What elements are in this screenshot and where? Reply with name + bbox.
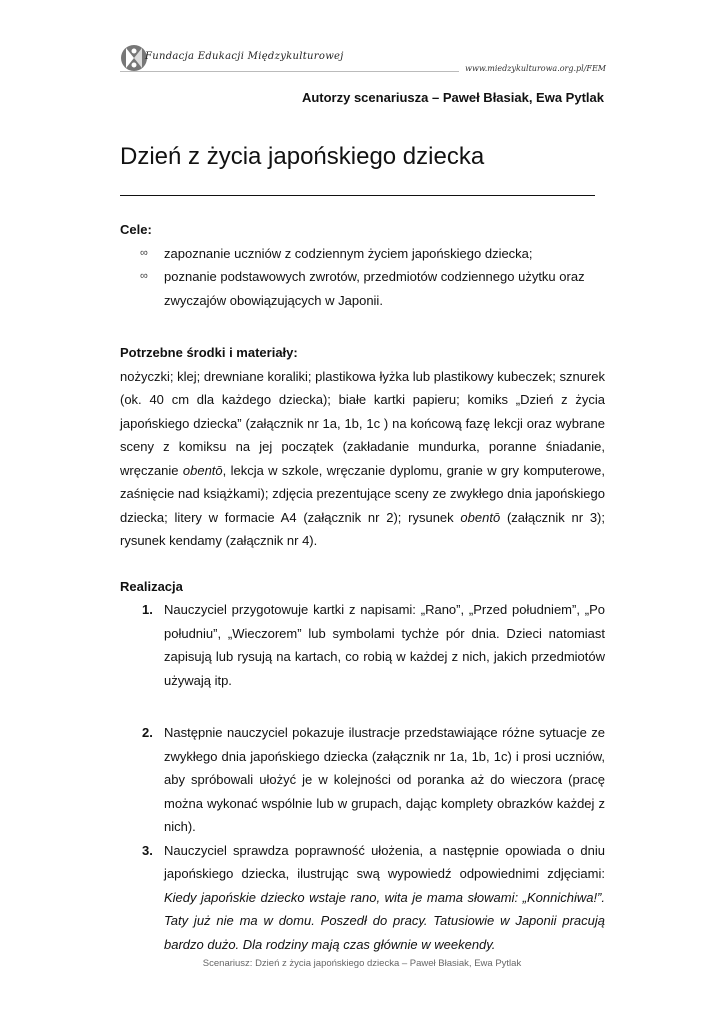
materials-text: nożyczki; klej; drewniane koraliki; plastikowa łyżka lub plastikowy kubeczek; sznurek (ok. 40 cm dla każdego dziecka); białe kartki papieru; komiks „Dzień z życia japońskiego dziecka” (załącznik nr 1a, 1b, 1c ) na końcową fazę lekcji oraz wybrane sceny z komiksu na jej początek (zakładanie mundurka, poranne śniadanie, wręczanie obentō, lekcja w szkole, wręczanie dyplomu, granie w gry komputerowe, zaśnięcie nad książkami); zdjęcia prezentujące sceny ze zwykłego dnia japońskiego dziecka; litery w formacie A4 (załącznik nr 2); rysunek obentō (załącznik nr 3); rysunek kendamy (załącznik nr 4). (120, 368, 605, 548)
list-item (120, 839, 605, 957)
title-underline (120, 195, 595, 196)
realization-steps (120, 598, 605, 956)
list-item (120, 598, 605, 692)
step-text: Nauczyciel przygotowuje kartki z napisami: „Rano”, „Przed południem”, „Po południu”, „Wieczorem” lub symbolami tychże pór dnia. Dzieci natomiast zapisują lub rysują na kartach, co robią w każdej z nich, jakich przedmiotów używają itp. (164, 602, 605, 688)
step-text: Następnie nauczyciel pokazuje ilustracje przedstawiające różne sytuacje ze zwykłego dnia japońskiego dziecka (załącznik nr 1a, 1b, 1c) i prosi uczniów, aby spróbowali ułożyć je w kolejności od poranka aż do wieczora (pracę można wykonać wspólnie lub w grupach, dając komplety obrazków każdej z nich). (164, 725, 605, 834)
goal-text: zapoznanie uczniów z codziennym życiem japońskiego dziecka; (164, 245, 533, 261)
organization-url[interactable]: www.miedzykulturowa.org.pl/FEM (459, 64, 606, 73)
infinity-bullet-icon: ∞ (140, 270, 148, 282)
realization-heading: Realizacja (120, 578, 183, 594)
list-item (120, 242, 605, 266)
document-body (120, 218, 605, 956)
infinity-bullet-icon: ∞ (140, 246, 148, 259)
list-item (120, 721, 605, 839)
materials-heading: Potrzebne środki i materiały: (120, 345, 298, 360)
goal-text: poznanie podstawowych zwrotów, przedmiotów codziennego użytku oraz zwyczajów obowiązujących w Japonii. (164, 269, 585, 308)
step-quote: Kiedy japońskie dziecko wstaje rano, wita je mama słowami: „Konnichiwa!”. Taty już nie ma w domu. Poszedł do pracy. Tatusiowie w Japonii pracują bardzo dużo. Dla rodziny mają czas głównie w weekendy. (164, 889, 605, 952)
goals-heading: Cele: (120, 222, 152, 237)
step-text: Nauczyciel sprawdza poprawność ułożenia, a następnie opowiada o dniu japońskiego dziecka, ilustrując swą wypowiedź odpowiednimi zdjęciami: (164, 842, 605, 881)
page-footer: Scenariusz: Dzień z życia japońskiego dziecka – Paweł Błasiak, Ewa Pytlak (202, 958, 522, 969)
authors-line: Autorzy scenariusza – Paweł Błasiak, Ewa Pytlak (301, 90, 604, 105)
page-title: Dzień z życia japońskiego dziecka (120, 143, 485, 170)
step-number: 2. (142, 725, 153, 740)
list-item (120, 265, 605, 312)
organization-name: Fundacja Edukacji Międzykulturowej (145, 51, 344, 62)
step-number: 3. (142, 842, 153, 858)
step-number: 1. (142, 602, 153, 617)
goals-list (120, 242, 605, 313)
